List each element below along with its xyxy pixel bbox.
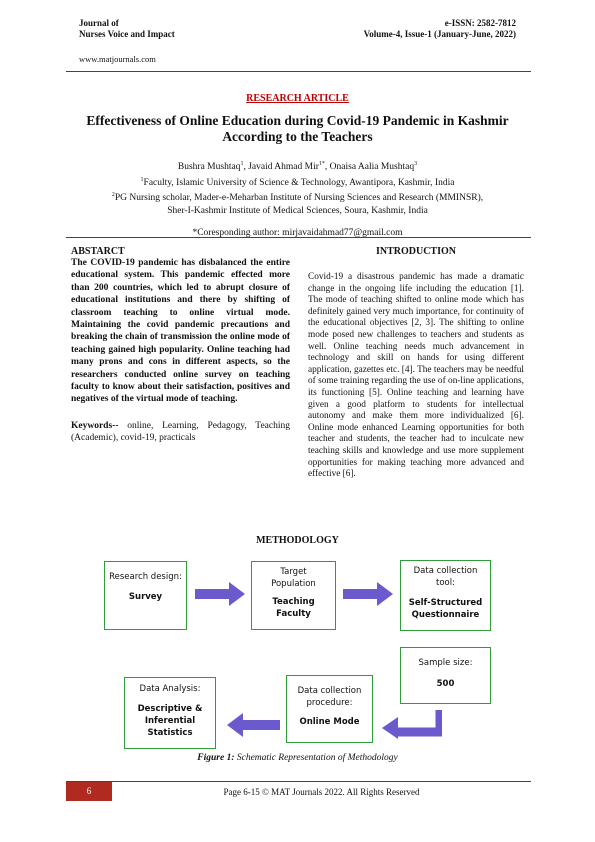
affil1-sup: 1	[140, 176, 144, 183]
abstract-heading: ABSTARCT	[71, 246, 125, 257]
affiliation-2b: Sher-I-Kashmir Institute of Medical Sciences, Soura, Kashmir, India	[167, 205, 428, 216]
data-collection-tool-value: Self-Structured Questionnaire	[408, 598, 483, 620]
affil1-text: Faculty, Islamic University of Science & Technology, Awantipora, Kashmir, India	[143, 177, 455, 188]
introduction-text: Covid-19 a disastrous pandemic has made a dramatic change in the ongoing life including the education [1]. The mode of teaching shifted to online mode which has definitely gained very much importance, for continuity of the educational objectives [2, 3]. The shifting to online mode posed new challenges to teachers and students as well. Online teaching needs much advancement in technology and skill on hands for using different application, gazettes etc. [4]. The teachers may be needful of some training regarding the use of on-line applications, its functioning [5]. Online teaching and learning have given a good platform to students for intellectual autonomy and make them more individualized [6]. Online mode enhanced Learning opportunities for both teacher and students, the teacher had to inculcate new teaching skills and knowledge and use more supplement opportunities for making teaching more advanced and effective [6].	[308, 272, 524, 480]
author-2-sup: 1*	[318, 161, 325, 167]
affiliation-1	[40, 174, 555, 190]
journal-name	[79, 18, 175, 40]
footer-divider	[66, 781, 531, 782]
arrow-right-1-icon	[195, 581, 247, 607]
sample-size-box	[400, 647, 491, 704]
journal-url[interactable]: www.matjournals.com	[79, 54, 156, 64]
abstract-text: The COVID-19 pandemic has disbalanced the entire educational system. This pandemic effected more than 200 countries, which led to abrupt closure of educational institutions and there by shifting of classroom teaching to online virtual mode. Maintaining the covid pandemic precautions and breaking the chain of transmission the online mode of teaching gained high popularity. Online teaching had many prons and cons in different aspects, so the researchers conducted online survey on teaching faculty to know about their satisfaction, positives and negatives of the virtual mode of teaching.	[71, 258, 290, 405]
target-population-box	[251, 561, 336, 630]
data-collection-procedure-label: Data collection procedure:	[297, 686, 362, 708]
sample-size-value: 500	[436, 679, 455, 689]
introduction-heading: INTRODUCTION	[375, 246, 456, 257]
data-collection-procedure-box	[286, 675, 373, 743]
keywords-text: online, Learning, Pedagogy, Teaching (Academic), covid-19, practicals	[71, 420, 290, 444]
data-collection-tool-box	[400, 560, 491, 631]
arrow-down-left-icon	[380, 708, 442, 740]
affiliation-2	[40, 189, 555, 205]
arrow-left-icon	[225, 712, 281, 738]
research-design-box	[104, 561, 187, 630]
author-2: , Javaid Ahmad Mir	[243, 162, 319, 173]
authors-block	[40, 158, 555, 240]
authors	[40, 158, 555, 174]
keywords-label: Keywords--	[71, 420, 119, 431]
journal-line1: Journal of	[79, 18, 119, 28]
author-1: Bushra Mushtaq	[177, 162, 241, 173]
data-analysis-value: Descriptive & Inferential Statistics	[137, 704, 203, 738]
author-3-sup: 3	[414, 161, 418, 167]
title-divider	[66, 237, 531, 238]
title-line2: According to the Teachers	[222, 129, 373, 144]
data-analysis-box	[124, 677, 216, 749]
introduction-section	[308, 246, 524, 481]
keywords	[71, 420, 290, 445]
footer-text: Page 6-15 © MAT Journals 2022. All Rights Reserved	[223, 787, 420, 797]
journal-line2: Nurses Voice and Impact	[79, 29, 175, 39]
page-number: 6	[66, 782, 112, 801]
target-population-label: Target Population	[271, 567, 316, 589]
figure-caption-text: Schematic Representation of Methodology	[234, 753, 398, 763]
research-design-label: Research design:	[109, 572, 182, 582]
affil2-text: PG Nursing scholar, Mader-e-Meharban Institute of Nursing Sciences and Research (MMINSR),	[114, 193, 484, 204]
arrow-right-2-icon	[343, 581, 395, 607]
author-3: , Onaisa Aalia Mushtaq	[324, 162, 415, 173]
article-title	[60, 113, 535, 145]
target-population-value: Teaching Faculty	[272, 597, 315, 619]
affil2-sup: 2	[111, 192, 115, 199]
data-collection-procedure-value: Online Mode	[299, 717, 360, 727]
data-analysis-label: Data Analysis:	[139, 684, 201, 694]
title-line1: Effectiveness of Online Education during Covid-19 Pandemic in Kashmir	[86, 113, 509, 128]
abstract-section	[71, 246, 290, 445]
volume: Volume-4, Issue-1 (January-June, 2022)	[363, 29, 516, 39]
author-1-sup: 1	[240, 161, 244, 167]
sample-size-label: Sample size:	[418, 658, 473, 668]
issue-info	[364, 18, 516, 40]
data-collection-tool-label: Data collection tool:	[413, 566, 478, 588]
corresponding-author: *Coresponding author: mirjavaidahmad77@gmail.com	[192, 228, 403, 239]
figure-caption-label: Figure 1:	[197, 753, 235, 763]
issn: e-ISSN: 2582-7812	[444, 18, 516, 28]
figure-caption	[0, 753, 595, 763]
header-divider	[66, 71, 531, 72]
article-type-wrap	[0, 88, 595, 106]
research-design-value: Survey	[128, 592, 163, 602]
article-type: RESEARCH ARTICLE	[246, 93, 349, 104]
methodology-heading: METHODOLOGY	[256, 535, 339, 546]
